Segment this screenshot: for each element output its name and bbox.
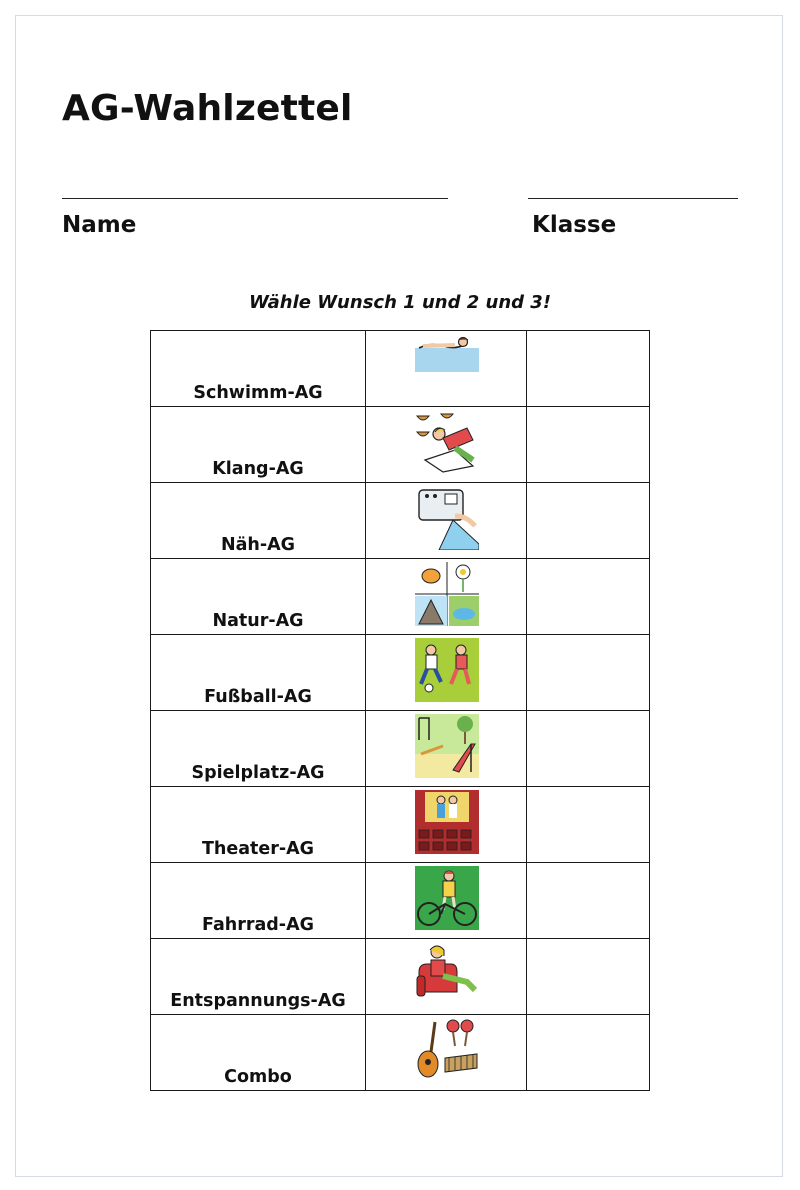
swimming-icon — [415, 334, 479, 398]
ag-label: Theater-AG — [201, 839, 315, 859]
music-instruments-icon — [415, 1018, 479, 1082]
ag-label: Natur-AG — [212, 611, 304, 631]
table-row — [151, 407, 650, 483]
nature-icon — [415, 562, 479, 626]
choice-cell[interactable] — [527, 331, 650, 407]
klasse-label: Klasse — [532, 212, 617, 238]
table-row — [151, 787, 650, 863]
bicycle-icon — [415, 866, 479, 930]
ag-label: Fußball-AG — [204, 687, 312, 707]
ag-label: Schwimm-AG — [193, 383, 323, 403]
football-icon — [415, 638, 479, 702]
choice-cell[interactable] — [527, 559, 650, 635]
table-row — [151, 559, 650, 635]
name-write-line[interactable] — [62, 198, 448, 199]
choice-cell[interactable] — [527, 787, 650, 863]
ag-label: Spielplatz-AG — [191, 763, 325, 783]
singing-bowls-icon — [415, 410, 479, 474]
choice-cell[interactable] — [527, 483, 650, 559]
ag-label: Klang-AG — [212, 459, 304, 479]
choice-cell[interactable] — [527, 635, 650, 711]
ag-label: Combo — [224, 1067, 292, 1087]
ag-label: Näh-AG — [220, 535, 296, 555]
choice-cell[interactable] — [527, 1015, 650, 1091]
ag-choice-table — [150, 330, 650, 1091]
table-row — [151, 483, 650, 559]
table-row — [151, 863, 650, 939]
theater-icon — [415, 790, 479, 854]
choice-cell[interactable] — [527, 863, 650, 939]
choice-cell[interactable] — [527, 711, 650, 787]
table-row — [151, 939, 650, 1015]
ag-label: Fahrrad-AG — [202, 915, 314, 935]
choice-cell[interactable] — [527, 407, 650, 483]
table-row — [151, 711, 650, 787]
relaxation-icon — [415, 942, 479, 1006]
choice-cell[interactable] — [527, 939, 650, 1015]
sewing-machine-icon — [415, 486, 479, 550]
ag-label: Entspannungs-AG — [170, 991, 346, 1011]
klasse-write-line[interactable] — [528, 198, 738, 199]
page-title: AG-Wahlzettel — [62, 88, 353, 129]
name-label: Name — [62, 212, 137, 238]
instruction-text: Wähle Wunsch 1 und 2 und 3! — [248, 292, 552, 313]
table-row — [151, 331, 650, 407]
table-row — [151, 635, 650, 711]
playground-icon — [415, 714, 479, 778]
table-row — [151, 1015, 650, 1091]
